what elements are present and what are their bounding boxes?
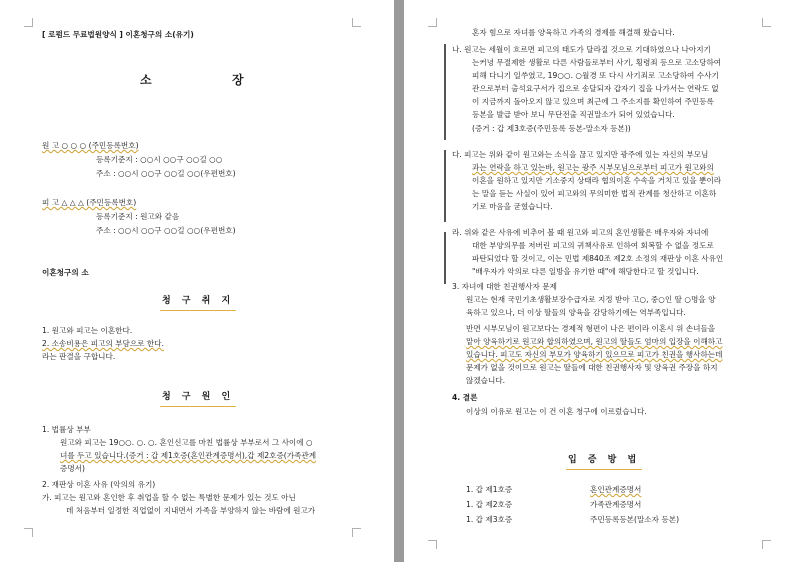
evidence-heading: 입 증 방 법 bbox=[568, 455, 641, 465]
cause-line: 증명서) bbox=[60, 464, 85, 473]
body-line: 기로 마음을 굳혔습니다. bbox=[472, 202, 553, 211]
body-line: 문제가 없을 것이므로 원고는 딸들에 대한 친권행사자 및 양육권 주장을 하지 bbox=[466, 363, 718, 372]
body-line: 파탄되었다 할 것이고, 이는 민법 제840조 제2호 소정의 재판상 이혼 사유인 bbox=[472, 254, 724, 263]
cause-line: 1. 법률상 부부 bbox=[42, 425, 91, 434]
heading-underline bbox=[160, 406, 236, 407]
cause-heading: 청 구 원 인 bbox=[162, 392, 235, 402]
body-line: 이혼을 원하고 있지만 기소중지 상태라 협의이혼 수속을 거치고 있을 뿐이라 bbox=[472, 176, 722, 185]
cause-line: 녀를 두고 있습니다.(증거 : 갑 제1호증(혼인관계증명서),갑 제2호증(가족관계 bbox=[60, 451, 317, 460]
change-bar bbox=[444, 150, 446, 222]
crop-mark bbox=[352, 528, 361, 537]
body-line: 대한 부양의무를 저버린 피고의 귀책사유로 인하여 회복할 수 없을 정도로 bbox=[472, 241, 714, 250]
crop-mark bbox=[24, 528, 33, 537]
crop-mark bbox=[352, 18, 361, 27]
body-line: 등본을 발급 받아 보니 무단전출 직권말소가 되어 있었습니다. bbox=[472, 110, 675, 119]
cause-line: 데 처음부터 일정한 직업없이 지내면서 가족을 부양하지 않는 바람에 원고가 bbox=[66, 506, 316, 515]
body-line: "배우자가 악의로 다른 일방을 유기한 때"에 해당한다고 할 것입니다. bbox=[472, 267, 699, 276]
body-line: 라. 위와 같은 사유에 비추어 볼 때 원고와 피고의 혼인생활은 배우자와 자녀에 bbox=[452, 228, 709, 237]
crop-mark bbox=[762, 18, 771, 27]
body-line: 원고는 현재 국민기초생활보장수급자로 지정 받아 고○, 중○인 딸 ○명을 양 bbox=[466, 295, 716, 304]
cause-line: 2. 재판상 이혼 사유 (악의의 유기) bbox=[42, 480, 156, 489]
change-bar bbox=[444, 44, 446, 140]
crop-mark bbox=[762, 540, 771, 549]
crop-mark bbox=[24, 18, 33, 27]
body-line: 않겠습니다. bbox=[466, 376, 506, 385]
document-title-left: 소 bbox=[140, 73, 152, 87]
claim-item: 라는 판결을 구합니다. bbox=[42, 352, 116, 361]
crop-mark bbox=[428, 18, 437, 27]
evidence-number: 1. 갑 제1호증 bbox=[466, 485, 513, 494]
body-line: 는 말을 듣는 사실이 있어 피고와의 무의미한 법적 관계를 청산하고 이혼하 bbox=[472, 189, 717, 198]
evidence-number: 1. 갑 제3호증 bbox=[466, 515, 513, 524]
document-header: [ 로펌드 무료법원양식 ] 이혼청구의 소(유기) bbox=[42, 30, 194, 39]
body-line: (증거 : 갑 제3호증(주민등록 등본-말소자 등본)) bbox=[472, 124, 631, 133]
body-line: 있습니다. 피고도 자신의 부모가 양육하기 있으므로 피고가 친권을 행사하는데 bbox=[466, 350, 723, 359]
document-title-right: 장 bbox=[232, 73, 244, 87]
body-line: 피해 다니기 일쑤였고, 19○○. ○월경 또 다시 사기죄로 고소당하여 수사기 bbox=[472, 71, 719, 80]
body-line: 다. 피고는 위와 같이 원고와는 소식을 끊고 있지만 광주에 있는 자신의 부모님 bbox=[452, 150, 709, 159]
case-name: 이혼청구의 소 bbox=[42, 268, 89, 277]
plaintiff-registration: 등록기준지 : ○○시 ○○구 ○○길 ○○ bbox=[96, 155, 223, 164]
claim-item: 2. 소송비용은 피고의 부담으로 한다. bbox=[42, 339, 165, 348]
defendant-label: 피 고 △ △ △ (주민등록번호) bbox=[42, 198, 137, 207]
plaintiff-address: 주소 : ○○시 ○○구 ○○길 ○○(우편번호) bbox=[96, 169, 236, 178]
claim-heading: 청 구 취 지 bbox=[162, 296, 235, 306]
body-line: 는커녕 무절제한 생활로 다른 사람들로부터 사기, 횡령죄 등으로 고소당하여 bbox=[472, 58, 722, 67]
defendant-address: 주소 : ○○시 ○○구 ○○길 ○○(우편번호) bbox=[96, 226, 236, 235]
heading-underline bbox=[566, 469, 642, 470]
body-line: 이 지금까지 돌아오지 않고 있으며 최근에 그 주소지를 확인하여 주민등록 bbox=[472, 97, 714, 106]
cause-line: 가. 피고는 원고와 혼인한 후 취업을 할 수 없는 특별한 문제가 있는 것도 아닌 bbox=[42, 493, 296, 502]
defendant-registration: 등록기준지 : 원고와 같음 bbox=[96, 212, 180, 221]
document-page-1 bbox=[0, 0, 394, 562]
body-line: 이상의 이유로 원고는 이 건 이혼 청구에 이르렀습니다. bbox=[466, 407, 647, 416]
plaintiff-label: 원 고 ○ ○ ○ (주민등록번호) bbox=[42, 141, 139, 150]
body-line: 나. 원고는 세월이 흐르면 피고의 태도가 달라질 것으로 기대하였으나 나아지기 bbox=[452, 45, 711, 54]
body-line: 4. 결론 bbox=[452, 393, 478, 402]
body-line: 반면 시부모님이 원고보다는 경제적 형편이 나은 편이라 이혼시 위 손녀들을 bbox=[466, 324, 716, 333]
cause-line: 원고와 피고는 19○○. ○. ○. 혼인신고를 마친 법률상 부부로서 그 사이에 ○ bbox=[60, 438, 313, 447]
document-page-2 bbox=[404, 0, 800, 562]
body-line: 관으로부터 출석요구서가 집으로 송달되자 갑자기 집을 나가서는 연락도 없 bbox=[472, 84, 719, 93]
evidence-document: 주민등록등본(말소자 등본) bbox=[590, 515, 680, 524]
body-line: 육하고 있으나, 더 이상 딸들의 양육을 감당하기에는 역부족입니다. bbox=[466, 308, 686, 317]
body-line: 혼자 힘으로 자녀를 양육하고 가족의 경제를 해결해 왔습니다. bbox=[472, 28, 675, 37]
body-line: 3. 자녀에 대한 친권행사자 문제 bbox=[452, 282, 557, 291]
body-line: 과는 연락을 하고 있는바, 원고는 광주 시부모님으로부터 피고가 원고와의 bbox=[472, 163, 714, 172]
evidence-document: 가족관계증명서 bbox=[590, 500, 642, 509]
body-line: 맡아 양육하기로 원고와 합의하였으며, 원고의 딸들도 엄마의 입장을 이해하고 bbox=[466, 337, 723, 346]
evidence-document: 혼인관계증명서 bbox=[590, 485, 642, 494]
change-bar bbox=[444, 232, 446, 284]
evidence-number: 1. 갑 제2호증 bbox=[466, 500, 513, 509]
heading-underline bbox=[160, 310, 236, 311]
claim-item: 1. 원고와 피고는 이혼한다. bbox=[42, 326, 133, 335]
crop-mark bbox=[428, 540, 437, 549]
